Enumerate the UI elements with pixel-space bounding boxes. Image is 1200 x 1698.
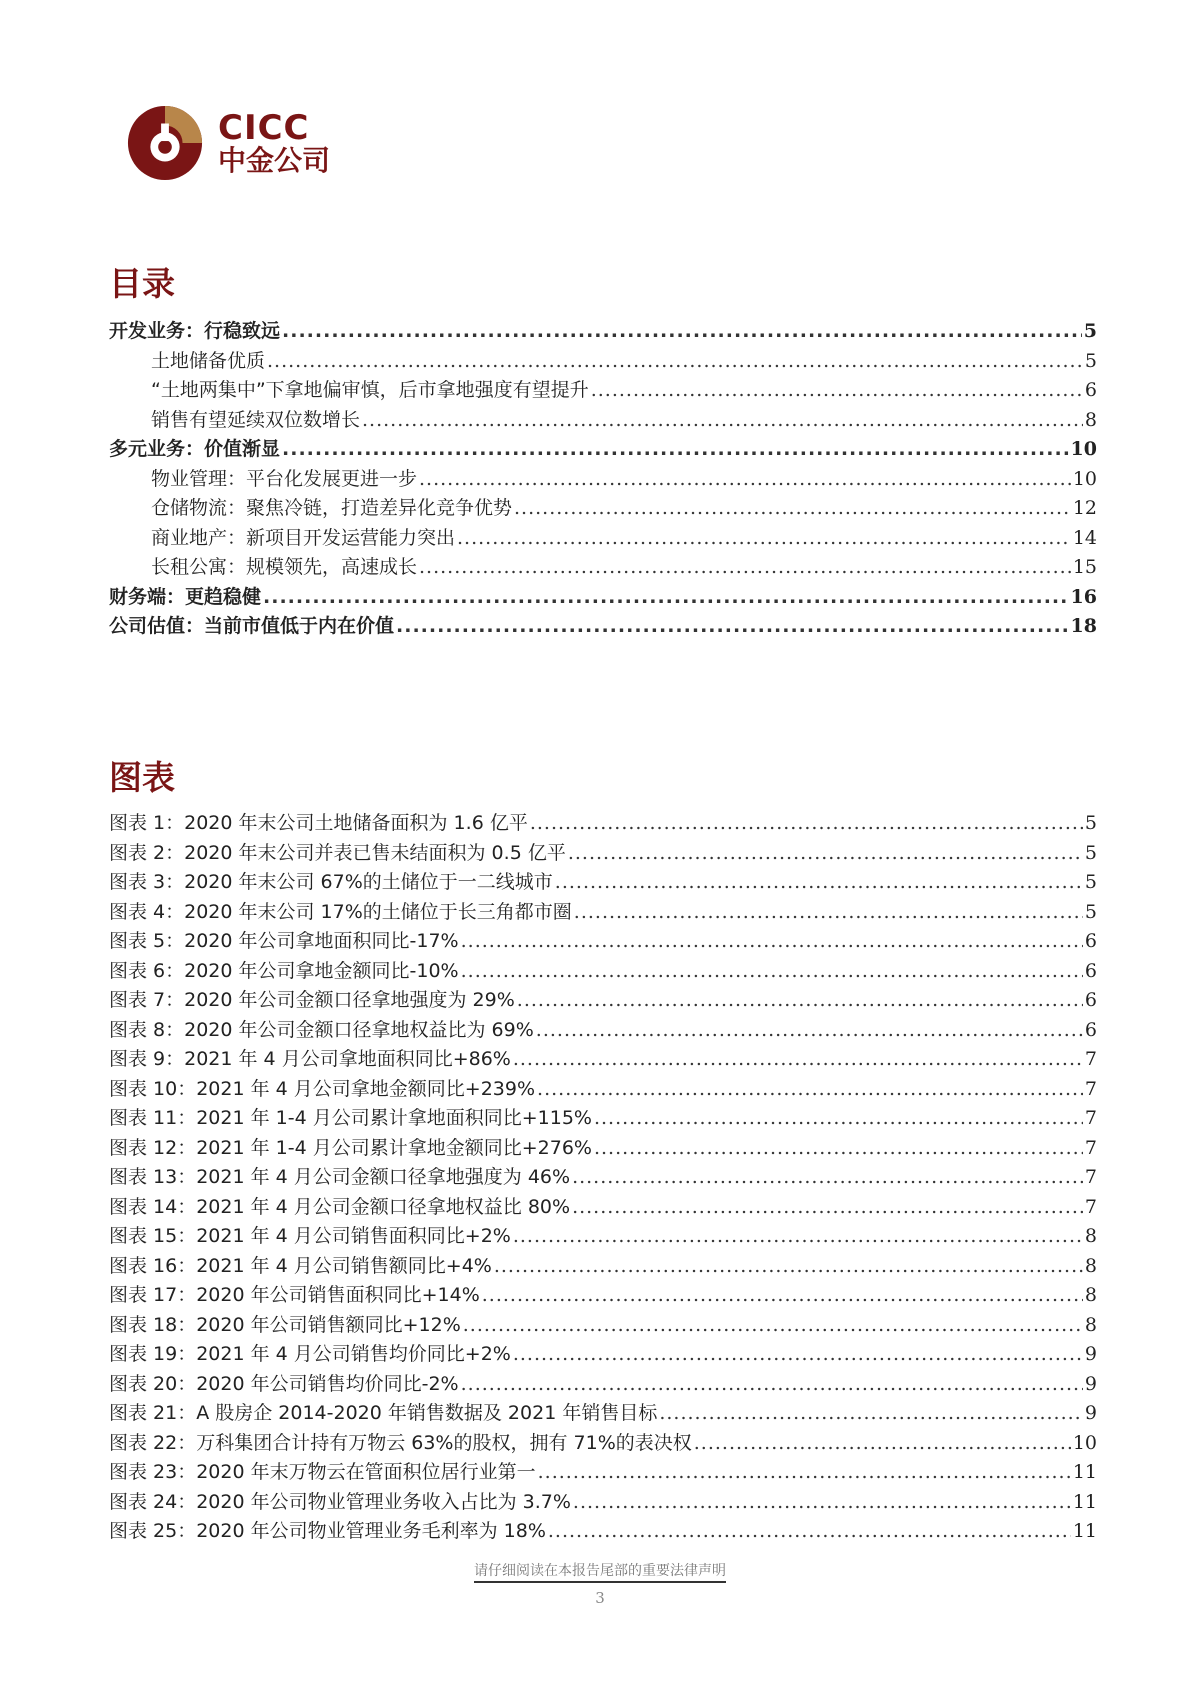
figure-entry-page: 7 xyxy=(1084,1136,1097,1159)
figure-entry-page: 6 xyxy=(1084,989,1097,1011)
figure-entry-page: 8 xyxy=(1084,1225,1097,1247)
figure-entry-page: 11 xyxy=(1072,1520,1097,1542)
toc-entry[interactable] xyxy=(109,405,1097,435)
dot-leader xyxy=(572,1196,1083,1218)
dot-leader xyxy=(494,1255,1083,1277)
figure-entry-page: 11 xyxy=(1072,1461,1097,1483)
toc-entry-page: 14 xyxy=(1072,526,1097,549)
figure-entry-label: 图表 23：2020 年末万物云在管面积位居行业第一 xyxy=(109,1461,536,1483)
figure-entry-label: 图表 12：2021 年 1-4 月公司累计拿地金额同比+276% xyxy=(109,1136,592,1159)
figure-entry-label: 图表 18：2020 年公司销售额同比+12% xyxy=(109,1313,461,1336)
figure-entry-label: 图表 2：2020 年末公司并表已售未结面积为 0.5 亿平 xyxy=(109,841,566,864)
logo-text-cn: 中金公司 xyxy=(218,144,331,177)
figure-entry[interactable] xyxy=(109,1251,1097,1281)
dot-leader xyxy=(594,1107,1083,1129)
toc-entry[interactable] xyxy=(109,346,1097,376)
dot-leader xyxy=(574,901,1083,923)
toc-entry-page: 10 xyxy=(1072,467,1097,490)
figure-entry-label: 图表 9：2021 年 4 月公司拿地面积同比+86% xyxy=(109,1048,511,1070)
dot-leader xyxy=(457,527,1071,549)
cicc-logo-mark-icon xyxy=(126,104,204,182)
figure-entry[interactable] xyxy=(109,926,1097,956)
figure-entry-label: 图表 10：2021 年 4 月公司拿地金额同比+239% xyxy=(109,1077,536,1100)
figure-entry[interactable] xyxy=(109,1015,1097,1045)
dot-leader xyxy=(548,1520,1071,1542)
figure-entry[interactable] xyxy=(109,1369,1097,1399)
figure-entry-label: 图表 1：2020 年末公司土地储备面积为 1.6 亿平 xyxy=(109,812,528,834)
toc-entry-page: 6 xyxy=(1084,379,1097,401)
toc-entry-label: 物业管理：平台化发展更进一步 xyxy=(151,467,418,490)
dot-leader xyxy=(514,497,1071,519)
figure-entry-page: 6 xyxy=(1084,930,1097,952)
toc-entry-label: 商业地产：新项目开发运营能力突出 xyxy=(151,526,456,549)
dot-leader xyxy=(461,960,1083,982)
dot-leader xyxy=(572,1166,1083,1188)
page-footer xyxy=(0,1560,1200,1607)
dot-leader xyxy=(538,1461,1071,1483)
figure-entry-label: 图表 3：2020 年末公司 67%的土储位于一二线城市 xyxy=(109,871,553,893)
toc-entry-page: 10 xyxy=(1070,438,1097,460)
figure-entry-label: 图表 13：2021 年 4 月公司金额口径拿地强度为 46% xyxy=(109,1166,571,1188)
toc-entry-label: 销售有望延续双位数增长 xyxy=(151,408,361,431)
toc-entry-label: 土地储备优质 xyxy=(151,349,266,372)
toc-entry-label: “土地两集中”下拿地偏审慎，后市拿地强度有望提升 xyxy=(151,379,589,401)
figure-entry-page: 10 xyxy=(1072,1431,1097,1454)
dot-leader xyxy=(362,409,1083,431)
figure-entry[interactable] xyxy=(109,1192,1097,1222)
figure-entry[interactable] xyxy=(109,1280,1097,1310)
toc-entry[interactable] xyxy=(109,523,1097,553)
figure-entry[interactable] xyxy=(109,1221,1097,1251)
figure-entry[interactable] xyxy=(109,1044,1097,1074)
figure-entry[interactable] xyxy=(109,867,1097,897)
toc-entry[interactable] xyxy=(109,552,1097,582)
dot-leader xyxy=(282,438,1069,460)
toc-entry-label: 长租公寓：规模领先，高速成长 xyxy=(151,556,418,578)
toc-entry-page: 18 xyxy=(1070,615,1097,637)
figure-entry-page: 8 xyxy=(1084,1254,1097,1277)
figure-entry-label: 图表 5：2020 年公司拿地面积同比-17% xyxy=(109,930,459,952)
figure-entry[interactable] xyxy=(109,1074,1097,1104)
figure-entry-page: 6 xyxy=(1084,1018,1097,1041)
figure-entry[interactable] xyxy=(109,956,1097,986)
figure-entry[interactable] xyxy=(109,985,1097,1015)
figure-entry-page: 7 xyxy=(1084,1077,1097,1100)
figure-entry-label: 图表 16：2021 年 4 月公司销售额同比+4% xyxy=(109,1254,492,1277)
dot-leader xyxy=(568,842,1083,864)
figures-title: 图表 xyxy=(109,758,175,797)
dot-leader xyxy=(555,871,1083,893)
figure-entry-label: 图表 11：2021 年 1-4 月公司累计拿地面积同比+115% xyxy=(109,1107,592,1129)
figure-entry-page: 7 xyxy=(1084,1107,1097,1129)
toc-entry-page: 16 xyxy=(1070,585,1097,608)
toc-entry[interactable] xyxy=(109,316,1097,346)
logo-text-en: CICC xyxy=(218,108,310,148)
toc-entry-label: 公司估值：当前市值低于内在价值 xyxy=(109,615,395,637)
dot-leader xyxy=(461,930,1083,952)
table-of-contents xyxy=(109,316,1097,641)
figure-entry[interactable] xyxy=(109,1487,1097,1517)
figure-entry[interactable] xyxy=(109,1398,1097,1428)
dot-leader xyxy=(530,812,1083,834)
toc-entry-page: 5 xyxy=(1083,320,1097,342)
figure-entry[interactable] xyxy=(109,1162,1097,1192)
legal-notice-link[interactable]: 请仔细阅读在本报告尾部的重要法律声明 xyxy=(474,1560,726,1583)
figure-entry[interactable] xyxy=(109,838,1097,868)
figure-entry[interactable] xyxy=(109,1133,1097,1163)
dot-leader xyxy=(463,1314,1083,1336)
dot-leader xyxy=(461,1373,1083,1395)
dot-leader xyxy=(517,989,1083,1011)
dot-leader xyxy=(396,615,1069,637)
figure-entry[interactable] xyxy=(109,1428,1097,1458)
figure-entry-page: 5 xyxy=(1084,841,1097,864)
figure-entry[interactable] xyxy=(109,1310,1097,1340)
dot-leader xyxy=(263,586,1069,608)
figure-entry-label: 图表 19：2021 年 4 月公司销售均价同比+2% xyxy=(109,1343,511,1365)
figure-entry-page: 9 xyxy=(1084,1343,1097,1365)
figure-entry-page: 6 xyxy=(1084,959,1097,982)
toc-entry[interactable] xyxy=(109,434,1097,464)
dot-leader xyxy=(573,1491,1071,1513)
figure-entry[interactable] xyxy=(109,1516,1097,1546)
toc-entry[interactable] xyxy=(109,464,1097,494)
toc-entry-label: 多元业务：价值渐显 xyxy=(109,438,281,460)
figure-entry[interactable] xyxy=(109,897,1097,927)
dot-leader xyxy=(267,350,1083,372)
figure-entry[interactable] xyxy=(109,1103,1097,1133)
figure-entry-label: 图表 17：2020 年公司销售面积同比+14% xyxy=(109,1284,480,1306)
toc-entry-page: 15 xyxy=(1072,556,1097,578)
figure-entry[interactable] xyxy=(109,808,1097,838)
figure-entry[interactable] xyxy=(109,1339,1097,1369)
figure-entry-label: 图表 21：A 股房企 2014-2020 年销售数据及 2021 年销售目标 xyxy=(109,1402,658,1424)
figure-entry-label: 图表 20：2020 年公司销售均价同比-2% xyxy=(109,1372,459,1395)
figure-entry-label: 图表 4：2020 年末公司 17%的土储位于长三角都市圈 xyxy=(109,900,572,923)
figure-entry-label: 图表 8：2020 年公司金额口径拿地权益比为 69% xyxy=(109,1018,534,1041)
dot-leader xyxy=(594,1137,1083,1159)
toc-entry-page: 12 xyxy=(1072,497,1097,519)
dot-leader xyxy=(513,1048,1083,1070)
toc-entry-page: 8 xyxy=(1084,408,1097,431)
toc-entry-label: 财务端：更趋稳健 xyxy=(109,585,262,608)
figure-entry-label: 图表 7：2020 年公司金额口径拿地强度为 29% xyxy=(109,989,515,1011)
dot-leader xyxy=(282,320,1082,342)
figure-entry-label: 图表 6：2020 年公司拿地金额同比-10% xyxy=(109,959,459,982)
cicc-logo xyxy=(126,103,330,183)
figure-entry[interactable] xyxy=(109,1457,1097,1487)
figure-entry-page: 7 xyxy=(1084,1048,1097,1070)
figure-entry-page: 9 xyxy=(1084,1372,1097,1395)
page-number: 3 xyxy=(595,1589,605,1607)
toc-entry-page: 5 xyxy=(1084,349,1097,372)
figure-entry-page: 8 xyxy=(1084,1284,1097,1306)
figure-entry-page: 8 xyxy=(1084,1313,1097,1336)
figure-entry-label: 图表 25：2020 年公司物业管理业务毛利率为 18% xyxy=(109,1520,546,1542)
toc-entry-label: 开发业务：行稳致远 xyxy=(109,320,281,342)
dot-leader xyxy=(694,1432,1071,1454)
dot-leader xyxy=(591,379,1083,401)
figure-entry-page: 5 xyxy=(1084,812,1097,834)
dot-leader xyxy=(513,1225,1083,1247)
dot-leader xyxy=(513,1343,1083,1365)
dot-leader xyxy=(659,1402,1083,1424)
dot-leader xyxy=(419,468,1071,490)
toc-entry[interactable] xyxy=(109,375,1097,405)
figure-entry-label: 图表 14：2021 年 4 月公司金额口径拿地权益比 80% xyxy=(109,1195,571,1218)
dot-leader xyxy=(536,1019,1083,1041)
figure-entry-label: 图表 15：2021 年 4 月公司销售面积同比+2% xyxy=(109,1225,511,1247)
toc-entry-label: 仓储物流：聚焦冷链，打造差异化竞争优势 xyxy=(151,497,513,519)
figure-entry-page: 7 xyxy=(1084,1166,1097,1188)
figure-entry-page: 11 xyxy=(1072,1490,1097,1513)
figure-entry-label: 图表 22：万科集团合计持有万物云 63%的股权，拥有 71%的表决权 xyxy=(109,1431,692,1454)
toc-title: 目录 xyxy=(109,264,175,303)
dot-leader xyxy=(537,1078,1083,1100)
figure-entry-page: 5 xyxy=(1084,871,1097,893)
figure-entry-page: 9 xyxy=(1084,1402,1097,1424)
figure-entry-page: 5 xyxy=(1084,900,1097,923)
toc-entry[interactable] xyxy=(109,582,1097,612)
figure-entry-label: 图表 24：2020 年公司物业管理业务收入占比为 3.7% xyxy=(109,1490,571,1513)
toc-entry[interactable] xyxy=(109,611,1097,641)
dot-leader xyxy=(482,1284,1083,1306)
figures-list xyxy=(109,808,1097,1546)
toc-entry[interactable] xyxy=(109,493,1097,523)
dot-leader xyxy=(419,556,1071,578)
figure-entry-page: 7 xyxy=(1084,1195,1097,1218)
